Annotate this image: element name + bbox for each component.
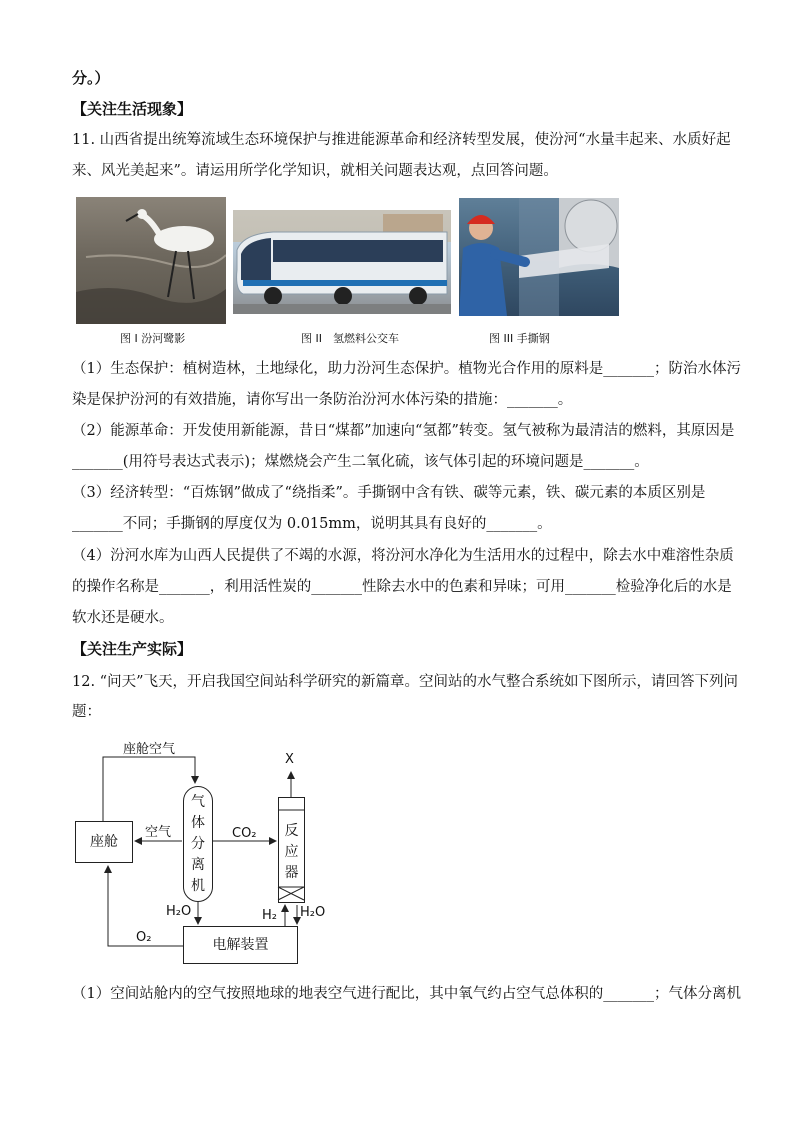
caption-figure-1: 图 I 汾河鹭影 [120, 332, 186, 345]
reactor-char-3: 器 [284, 864, 299, 881]
cabin-air-label: 座舱空气 [123, 742, 176, 757]
reactor-char-2: 应 [284, 843, 299, 860]
q11-part4-line1: （4）汾河水库为山西人民提供了不竭的水源，将汾河水净化为生活用水的过程中，除去水中难溶性杂质 [72, 548, 734, 564]
reactor-char-1: 反 [284, 822, 299, 839]
question-11-text-2: 来、风光美起来”。请运用所学化学知识，就相关问题表达观，点回答问题。 [72, 163, 558, 179]
separator-char-5: 机 [191, 877, 205, 894]
section-heading-life: 【关注生活现象】 [72, 100, 193, 118]
question-12-text-2: 题： [72, 704, 101, 720]
o2-label: O₂ [136, 930, 152, 945]
q11-part2-line2: _______(用符号表达式表示)；煤燃烧会产生二氧化硫，该气体引起的环境问题是_______。 [72, 454, 649, 470]
air-label: 空气 [145, 825, 172, 840]
q11-part2-line1: （2）能源革命：开发使用新能源，昔日“煤都”加速向“氢都”转变。氢气被称为最清洁的燃料，其原因是 [72, 423, 735, 439]
separator-char-3: 分 [191, 835, 205, 852]
question-11-text-1: 11. 山西省提出统筹流域生态环境保护与推进能源革命和经济转型发展，使汾河“水量丰起来、水质好起 [72, 132, 731, 148]
q11-part3-line1: （3）经济转型：“百炼钢”做成了“绕指柔”。手撕钢中含有铁、碳等元素，铁、碳元素的本质区别是 [72, 485, 706, 501]
h2o-left-label: H₂O [166, 904, 192, 919]
caption-figure-2: 图 II 氢燃料公交车 [301, 332, 399, 345]
q11-part1-line1: （1）生态保护：植树造林，土地绿化，助力汾河生态保护。植物光合作用的原料是_______；防治水体污 [72, 361, 741, 377]
x-label: X [285, 752, 294, 767]
electrolysis-box: 电解装置 [183, 926, 298, 964]
q11-part4-line3: 软水还是硬水。 [72, 610, 174, 626]
h2o-right-label: H₂O [300, 905, 326, 920]
question-12-text-1: 12. “问天”飞天，开启我国空间站科学研究的新篇章。空间站的水气整合系统如下图所示，请回答下列问 [72, 674, 738, 690]
caption-figure-3: 图 III 手撕钢 [489, 332, 550, 345]
q12-part1-line1: （1）空间站舱内的空气按照地球的地表空气进行配比，其中氧气约占空气总体积的_______；气体分离机 [72, 986, 741, 1002]
h2-label: H₂ [262, 908, 277, 923]
continued-text: 分。） [72, 69, 110, 87]
q11-part4-line2: 的操作名称是_______，利用活性炭的_______性除去水中的色素和异味；可用_______检验净化后的水是 [72, 579, 732, 595]
separator-char-4: 离 [191, 856, 205, 873]
cabin-box: 座舱 [75, 821, 133, 863]
reactor-box [278, 797, 305, 903]
q11-part1-line2: 染是保护汾河的有效措施，请你写出一条防治汾河水体污染的措施：_______。 [72, 392, 573, 408]
separator-char-1: 气 [191, 793, 205, 810]
q11-part3-line2: _______不同；手撕钢的厚度仅为 0.015mm，说明其具有良好的_______。 [72, 516, 552, 532]
section-heading-production: 【关注生产实际】 [72, 640, 193, 658]
separator-char-2: 体 [191, 814, 205, 831]
co2-label: CO₂ [232, 826, 257, 841]
gas-separator-box [183, 786, 213, 902]
